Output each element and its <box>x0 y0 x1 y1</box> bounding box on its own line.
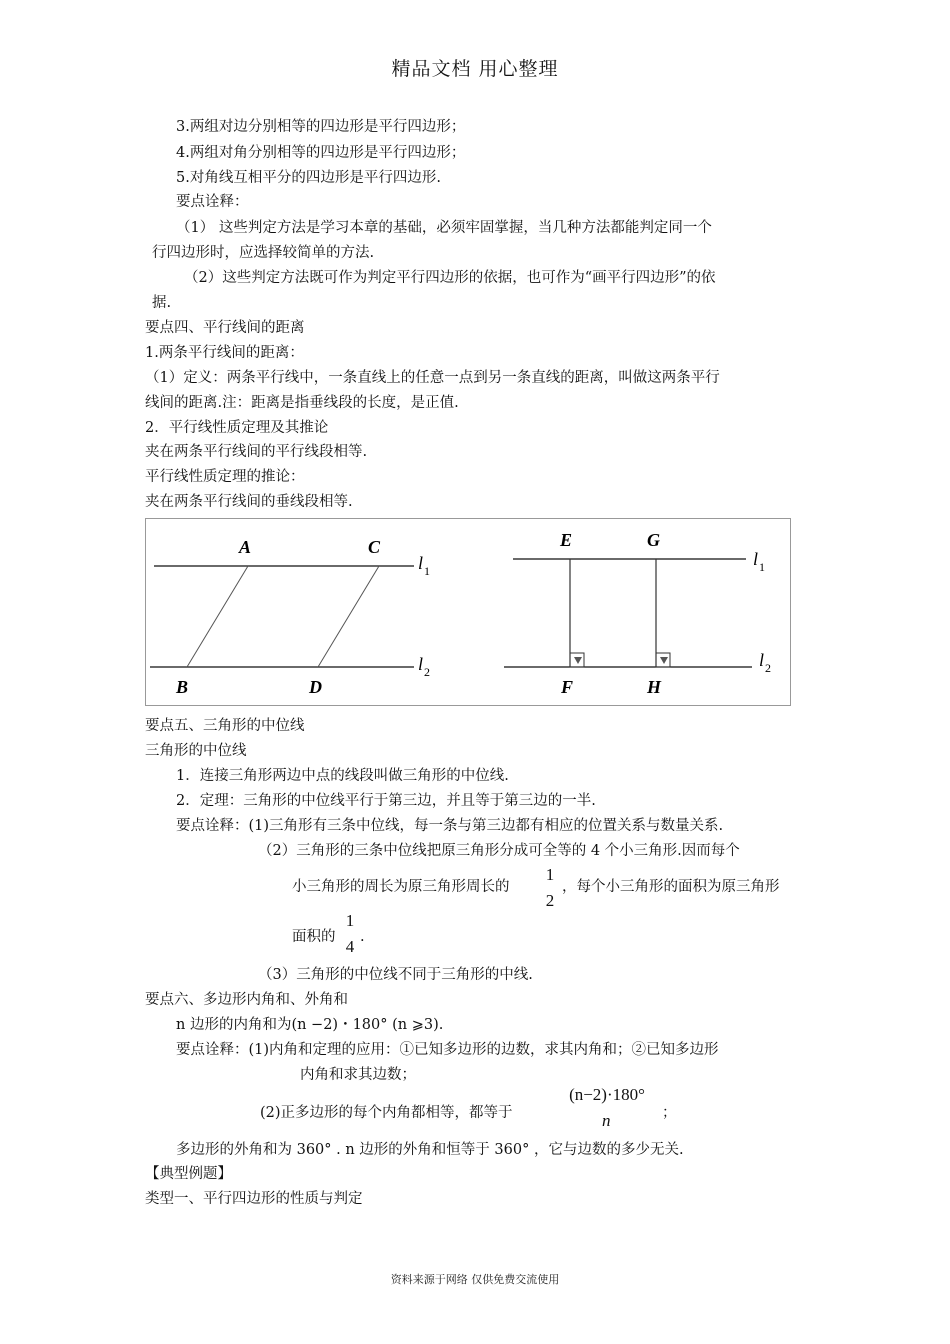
text-line: 内角和求其边数； <box>300 1067 416 1083</box>
right-angle-h-mark <box>660 657 668 664</box>
right-angle-f-mark <box>574 657 582 664</box>
text-line: 据. <box>152 295 172 311</box>
text-line: 要点诠释： <box>176 194 249 210</box>
label-h: H <box>647 677 662 697</box>
label-r-l1: l <box>753 549 759 569</box>
text-line: （2）这些判定方法既可作为判定平行四边形的依据，也可作为“画平行四边形”的依 <box>184 270 716 286</box>
text-line: 3.两组对边分别相等的四边形是平行四边形； <box>176 119 466 135</box>
label-r-l1-sub: 1 <box>759 560 765 574</box>
label-l1: l <box>418 553 424 573</box>
section-heading: 要点四、平行线间的距离 <box>145 320 305 336</box>
text-line: 线间的距离.注：距离是指垂线段的长度，是正值. <box>145 395 459 411</box>
page-footer: 资料来源于网络 仅供免费交流使用 <box>390 1273 560 1286</box>
parallel-lines-figure <box>145 518 791 706</box>
text-line: . <box>360 929 365 945</box>
fraction-quarter <box>340 911 360 957</box>
text-line: 1.两条平行线间的距离： <box>145 345 304 361</box>
label-e: E <box>560 530 573 550</box>
label-r-l2-sub: 2 <box>765 661 771 675</box>
label-a: A <box>239 537 252 557</box>
label-b: B <box>176 677 189 697</box>
text-line: 多边形的外角和为 360° . n 边形的外角和恒等于 360° ，它与边数的多少无关. <box>176 1142 684 1158</box>
label-c: C <box>368 537 381 557</box>
text-line: ； <box>662 1105 677 1121</box>
text-line: （1）定义：两条平行线中，一条直线上的任意一点到另一条直线的距离，叫做这两条平行 <box>145 370 720 386</box>
segment-cd <box>318 566 379 667</box>
section-heading: 【典型例题】 <box>145 1166 232 1182</box>
fraction-half-den: 2 <box>545 891 555 910</box>
text-line: 1．连接三角形两边中点的线段叫做三角形的中位线. <box>176 768 509 784</box>
fraction-quarter-num: 1 <box>345 911 355 930</box>
text-line: 2．定理：三角形的中位线平行于第三边，并且等于第三边的一半. <box>176 793 596 809</box>
text-line: 夹在两条平行线间的垂线段相等. <box>145 494 353 510</box>
text-line: 三角形的中位线 <box>145 743 247 759</box>
text-line: （1） 这些判定方法是学习本章的基础，必须牢固掌握，当几种方法都能判定同一个 <box>176 220 712 236</box>
text-line: 5.对角线互相平分的四边形是平行四边形. <box>176 170 441 186</box>
fraction-half-num: 1 <box>545 865 555 884</box>
text-line: （2）三角形的三条中位线把原三角形分成可全等的 4 个小三角形.因而每个 <box>258 843 740 859</box>
text-line: 要点诠释：(1)内角和定理的应用：①已知多边形的边数，求其内角和；②已知多边形 <box>176 1042 719 1058</box>
label-l2-sub: 2 <box>424 665 430 679</box>
label-f: F <box>561 677 574 697</box>
text-line: （3）三角形的中位线不同于三角形的中线. <box>258 967 533 983</box>
text-line: n 边形的内角和为(n −2)・180° (n ⩾3). <box>176 1017 444 1033</box>
fraction-angle <box>552 1085 662 1131</box>
section-heading: 类型一、平行四边形的性质与判定 <box>145 1191 363 1207</box>
figure-svg <box>146 519 792 707</box>
section-heading: 要点五、三角形的中位线 <box>145 718 305 734</box>
text-line: 要点诠释：(1)三角形有三条中位线，每一条与第三边都有相应的位置关系与数量关系. <box>176 818 724 834</box>
label-d: D <box>309 677 322 697</box>
text-line: 4.两组对角分别相等的四边形是平行四边形； <box>176 145 466 161</box>
fraction-angle-den: n <box>602 1111 611 1130</box>
page-header: 精品文档 用心整理 <box>391 58 559 80</box>
segment-ab <box>187 566 248 667</box>
text-line: 行四边形时，应选择较简单的方法. <box>152 245 375 261</box>
text-line: (2)正多边形的每个内角都相等，都等于 <box>260 1105 513 1121</box>
text-line: ，每个小三角形的面积为原三角形 <box>562 879 780 895</box>
text-line: 面积的 <box>292 929 336 945</box>
text-line: 2．平行线性质定理及其推论 <box>145 420 329 436</box>
section-heading: 要点六、多边形内角和、外角和 <box>145 992 348 1008</box>
fraction-quarter-den: 4 <box>345 937 355 956</box>
fraction-half <box>540 865 560 911</box>
label-l2: l <box>418 654 424 674</box>
text-line: 夹在两条平行线间的平行线段相等. <box>145 444 368 460</box>
label-l1-sub: 1 <box>424 564 430 578</box>
fraction-angle-num: (n−2)·180° <box>569 1085 645 1104</box>
text-line: 平行线性质定理的推论： <box>145 469 305 485</box>
text-line: 小三角形的周长为原三角形周长的 <box>292 879 510 895</box>
label-r-l2: l <box>759 650 765 670</box>
label-g: G <box>647 530 660 550</box>
